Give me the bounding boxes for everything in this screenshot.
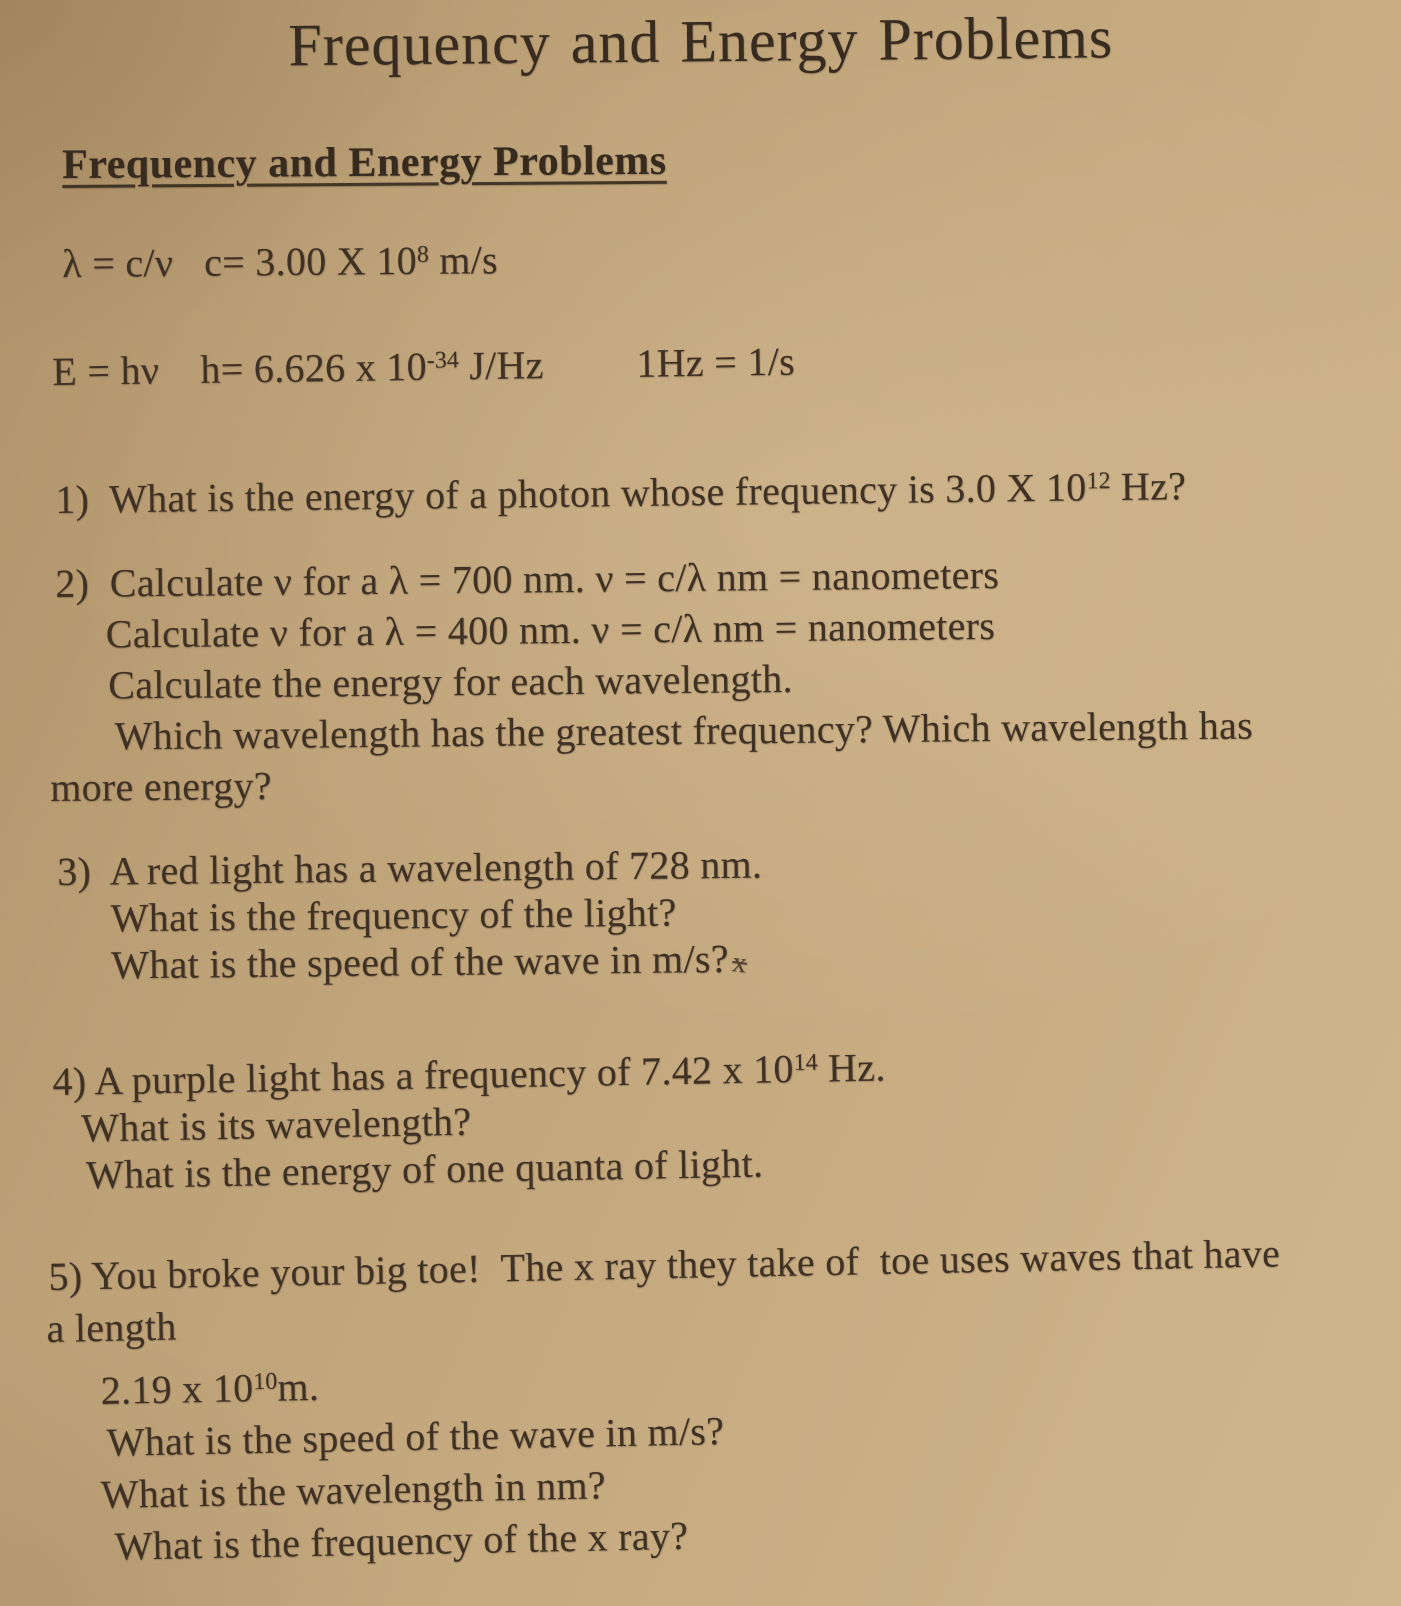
problem-line: a length [46,1303,178,1352]
problem-line: What is the wavelength in nm? [100,1462,607,1518]
problem-line: Which wavelength has the greatest frequency? Which wavelength has [114,702,1254,759]
problem-line: 1) What is the energy of a photon whose frequency is 3.0 X $10^{12}$ Hz? [55,463,1187,522]
page-title: Frequency and Energy Problems [288,4,1114,79]
section-heading: Frequency and Energy Problems [62,137,667,188]
problem-line: more energy? [49,762,273,811]
problem-line: 5) You broke your big toe! The x ray they take of toe uses waves that have [48,1230,1281,1299]
problem-line: 4) A purple light has a frequency of 7.42 x $10^{14}$ Hz. [52,1044,886,1104]
problem-line: What is the speed of the wave in m/s?x [110,935,749,988]
problem-line: What is its wavelength? [80,1098,472,1151]
problem-line: What is the speed of the wave in m/s? [106,1408,725,1465]
problem-line: What is the energy of one quanta of light. [85,1140,764,1198]
problem-line: Calculate ν for a λ = 400 nm. ν = c/λ nm = nanometers [105,602,996,657]
formula-planck: E = hν h= 6.626 x $10^{-34}$ J/Hz 1Hz = 1/s [52,338,796,394]
problem-line: 2.19 x $10^{10}m$. [100,1363,320,1414]
problem-line: 3) A red light has a wavelength of 728 nm. [57,841,763,894]
formula-wavelength: λ = c/ν c= 3.00 X $10^8$ m/s [62,237,499,286]
problem-line: Calculate the energy for each wavelength. [108,655,793,708]
problem-2 [49,547,1254,813]
problem-4 [52,1043,888,1199]
problem-3 [57,841,763,994]
problem-line: 2) Calculate ν for a λ = 700 nm. ν = c/λ nm = nanometers [55,551,1000,606]
problem-5 [48,1227,1286,1574]
problem-1 [55,462,1186,523]
problem-line: What is the frequency of the x ray? [114,1512,689,1569]
problem-line: What is the frequency of the light? [110,889,677,941]
